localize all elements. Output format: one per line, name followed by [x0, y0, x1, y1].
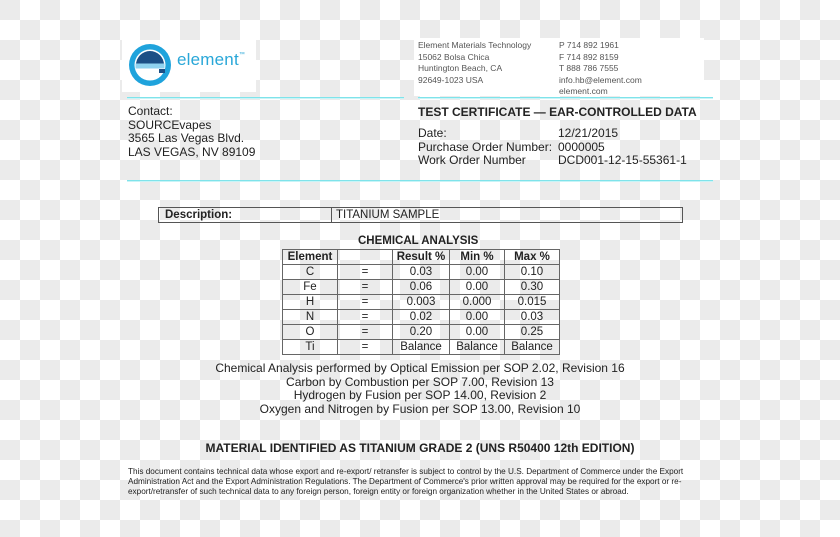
method-line: Oxygen and Nitrogen by Fusion per SOP 13.00, Revision 10: [259, 401, 581, 416]
table-row: [283, 295, 560, 310]
field-label: Work Order Number: [418, 153, 526, 167]
customer-contact: [128, 105, 255, 159]
element-cell: Fe: [283, 280, 338, 295]
work-order-row: [418, 154, 687, 168]
certificate-fields: [418, 127, 687, 168]
divider: [418, 97, 713, 98]
divider: [127, 180, 713, 181]
table-row: [283, 325, 560, 340]
min-cell: Balance: [450, 340, 505, 355]
date-row: [418, 127, 687, 141]
field-value: DCD001-12-15-55361-1: [558, 153, 687, 167]
table-row: [283, 280, 560, 295]
address-line: 92649-1023 USA: [418, 74, 484, 85]
max-cell: 0.015: [505, 295, 560, 310]
contact-street: 3565 Las Vegas Blvd.: [128, 131, 245, 145]
column-header: Max %: [505, 250, 560, 265]
result-cell: 0.06: [393, 280, 450, 295]
result-cell: 0.03: [393, 265, 450, 280]
address-line: Huntington Beach, CA: [418, 63, 503, 73]
po-number-row: [418, 141, 687, 155]
field-label: Date:: [418, 126, 447, 140]
column-header: Result %: [393, 250, 450, 265]
equals-cell: =: [338, 295, 393, 310]
field-value: 0000005: [558, 139, 605, 154]
min-cell: 0.00: [450, 325, 505, 340]
element-cell: O: [283, 325, 338, 340]
min-cell: 0.000: [450, 295, 505, 310]
element-cell: C: [283, 265, 338, 280]
element-cell: H: [283, 295, 338, 310]
contact-company: SOURCEvapes: [128, 117, 212, 132]
logo-wordmark: element™: [177, 50, 246, 69]
table-header-row: [283, 250, 560, 265]
min-cell: 0.00: [450, 265, 505, 280]
equals-cell: =: [338, 340, 393, 355]
min-cell: 0.00: [450, 280, 505, 295]
phone-number: P 714 892 1961: [559, 40, 619, 50]
field-value: 12/21/2015: [558, 126, 619, 140]
element-cell: Ti: [283, 340, 338, 355]
method-line: Hydrogen by Fusion per SOP 14.00, Revision 2: [293, 388, 547, 402]
method-line: Chemical Analysis performed by Optical Emission per SOP 2.02, Revision 16: [215, 361, 625, 375]
table-row: [283, 265, 560, 280]
certificate-title: TEST CERTIFICATE — EAR-CONTROLLED DATA: [418, 105, 697, 119]
divider: [127, 97, 404, 98]
column-header: Min %: [450, 250, 505, 265]
chemical-analysis-title: CHEMICAL ANALYSIS: [358, 235, 479, 247]
column-header: Element: [283, 250, 338, 265]
column-header: [338, 250, 393, 265]
contact-label: Contact:: [128, 104, 173, 118]
max-cell: Balance: [505, 340, 560, 355]
export-disclaimer: This document contains technical data whose export and re-export/ retransfer is subject to control by the U.S. Department of Commerce under the Export Administration Act and the Export Administration Regulations. The Department of Commerce's prior written approval may be required for the export or re-export/retransfer of such technical data to any foreign person, foreign entity or foreign organization whether in the United States or abroad.: [128, 467, 684, 497]
toll-free-number: T 888 786 7555: [559, 63, 619, 73]
address-line: 15062 Bolsa Chica: [418, 51, 490, 62]
chemical-analysis-table: [282, 249, 560, 355]
description-box: [158, 207, 683, 223]
result-cell: 0.003: [393, 295, 450, 310]
analysis-methods: [170, 362, 670, 416]
description-label: Description:: [159, 208, 332, 222]
website-link[interactable]: element.com: [559, 86, 608, 96]
table-row: [283, 310, 560, 325]
address-line: Element Materials Technology: [418, 40, 532, 50]
field-label: Purchase Order Number:: [418, 139, 553, 154]
email-link[interactable]: info.hb@element.com: [559, 74, 642, 85]
max-cell: 0.25: [505, 325, 560, 340]
min-cell: 0.00: [450, 310, 505, 325]
equals-cell: =: [338, 265, 393, 280]
contact-city: LAS VEGAS, NV 89109: [128, 144, 256, 159]
fax-number: F 714 892 8159: [559, 51, 619, 62]
max-cell: 0.03: [505, 310, 560, 325]
company-contact: [559, 40, 642, 98]
material-conclusion: MATERIAL IDENTIFIED AS TITANIUM GRADE 2 (UNS R50400 12th EDITION): [205, 441, 635, 455]
equals-cell: =: [338, 325, 393, 340]
description-value: TITANIUM SAMPLE: [336, 209, 440, 221]
table-row: [283, 340, 560, 355]
max-cell: 0.30: [505, 280, 560, 295]
element-cell: N: [283, 310, 338, 325]
company-address: [418, 40, 531, 86]
equals-cell: =: [338, 310, 393, 325]
method-line: Carbon by Combustion per SOP 7.00, Revision 13: [286, 374, 554, 389]
result-cell: 0.20: [393, 325, 450, 340]
result-cell: 0.02: [393, 310, 450, 325]
max-cell: 0.10: [505, 265, 560, 280]
result-cell: Balance: [393, 340, 450, 355]
element-logo-icon: [128, 43, 172, 87]
equals-cell: =: [338, 280, 393, 295]
